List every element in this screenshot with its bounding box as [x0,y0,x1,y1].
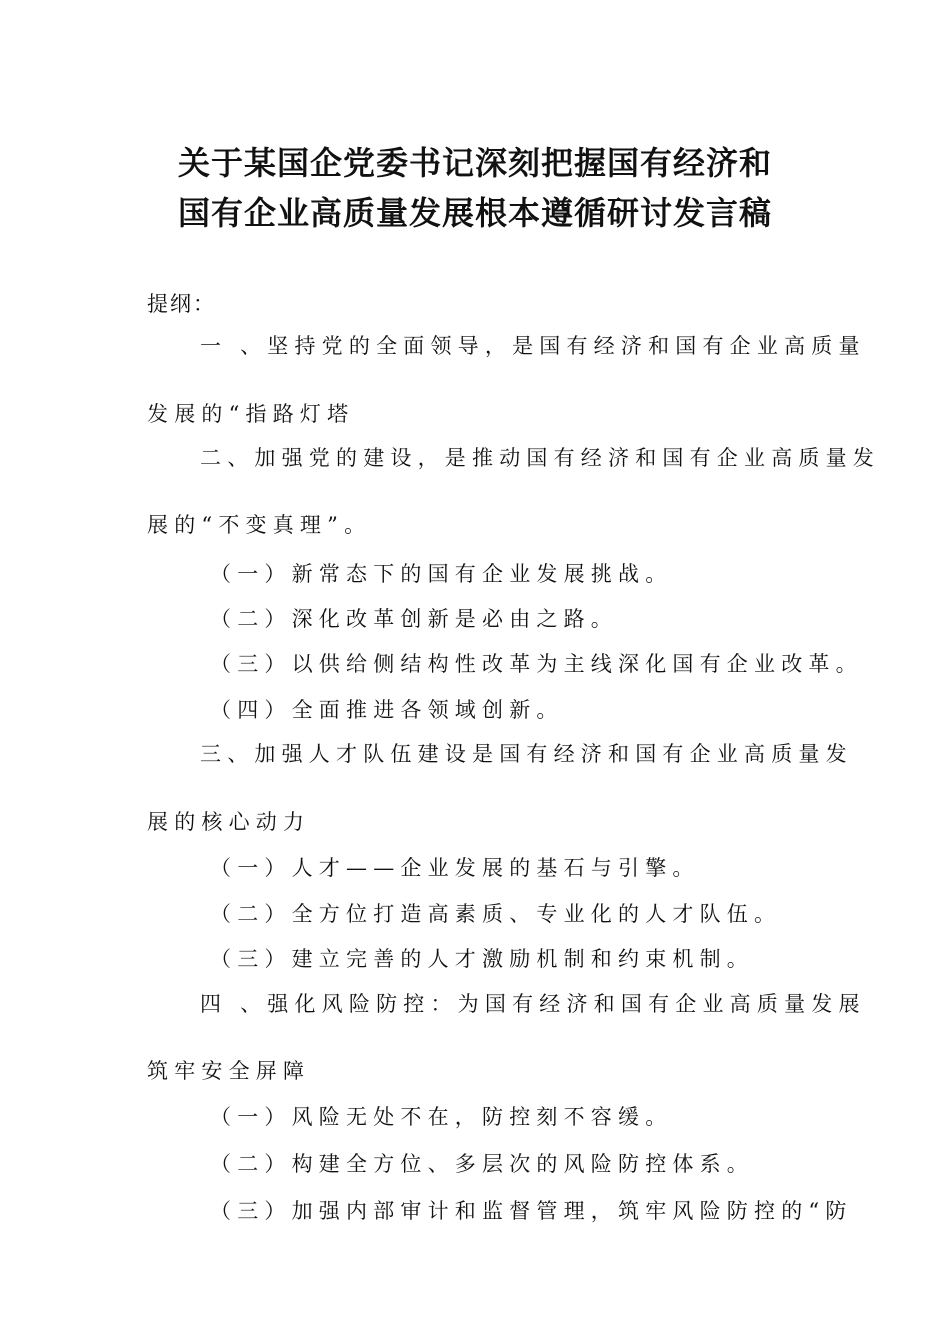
section-3-item-3: （三）建立完善的人才激励机制和约束机制。 [210,947,754,971]
section-2-item-3: （三）以供给侧结构性改革为主线深化国有企业改革。 [210,652,863,676]
outline-label: 提纲： [147,292,216,316]
section-4-item-2: （二）构建全方位、多层次的风险防控体系。 [210,1152,754,1176]
section-2-item-2: （二）深化改革创新是必由之路。 [210,607,618,631]
section-2-heading-line-1: 二、加强党的建设，是推动国有经济和国有企业高质量发 [200,446,880,470]
section-3-item-2: （二）全方位打造高素质、专业化的人才队伍。 [210,902,782,926]
section-2-heading-line-2: 展的“不变真理”。 [147,513,372,537]
document-title-line-2: 国有企业高质量发展根本遵循研讨发言稿 [177,194,772,232]
section-1-heading-line-2: 发展的“指路灯塔 [147,402,355,426]
section-3-heading-line-2: 展的核心动力 [147,810,311,834]
section-1-heading-line-1: 一 、坚持党的全面领导，是国有经济和国有企业高质量 [200,334,866,358]
section-3-item-1: （一）人才——企业发展的基石与引擎。 [210,856,700,880]
section-4-heading-line-2: 筑牢安全屏障 [147,1059,311,1083]
section-3-heading-line-1: 三、加强人才队伍建设是国有经济和国有企业高质量发 [200,742,853,766]
section-4-item-3: （三）加强内部审计和监督管理，筑牢风险防控的“防 [210,1199,853,1223]
section-4-item-1: （一）风险无处不在，防控刻不容缓。 [210,1105,673,1129]
section-2-item-4: （四）全面推进各领域创新。 [210,698,564,722]
document-title-line-1: 关于某国企党委书记深刻把握国有经济和 [177,144,772,182]
section-4-heading-line-1: 四 、强化风险防控：为国有经济和国有企业高质量发展 [200,992,866,1016]
section-2-item-1: （一）新常态下的国有企业发展挑战。 [210,562,673,586]
